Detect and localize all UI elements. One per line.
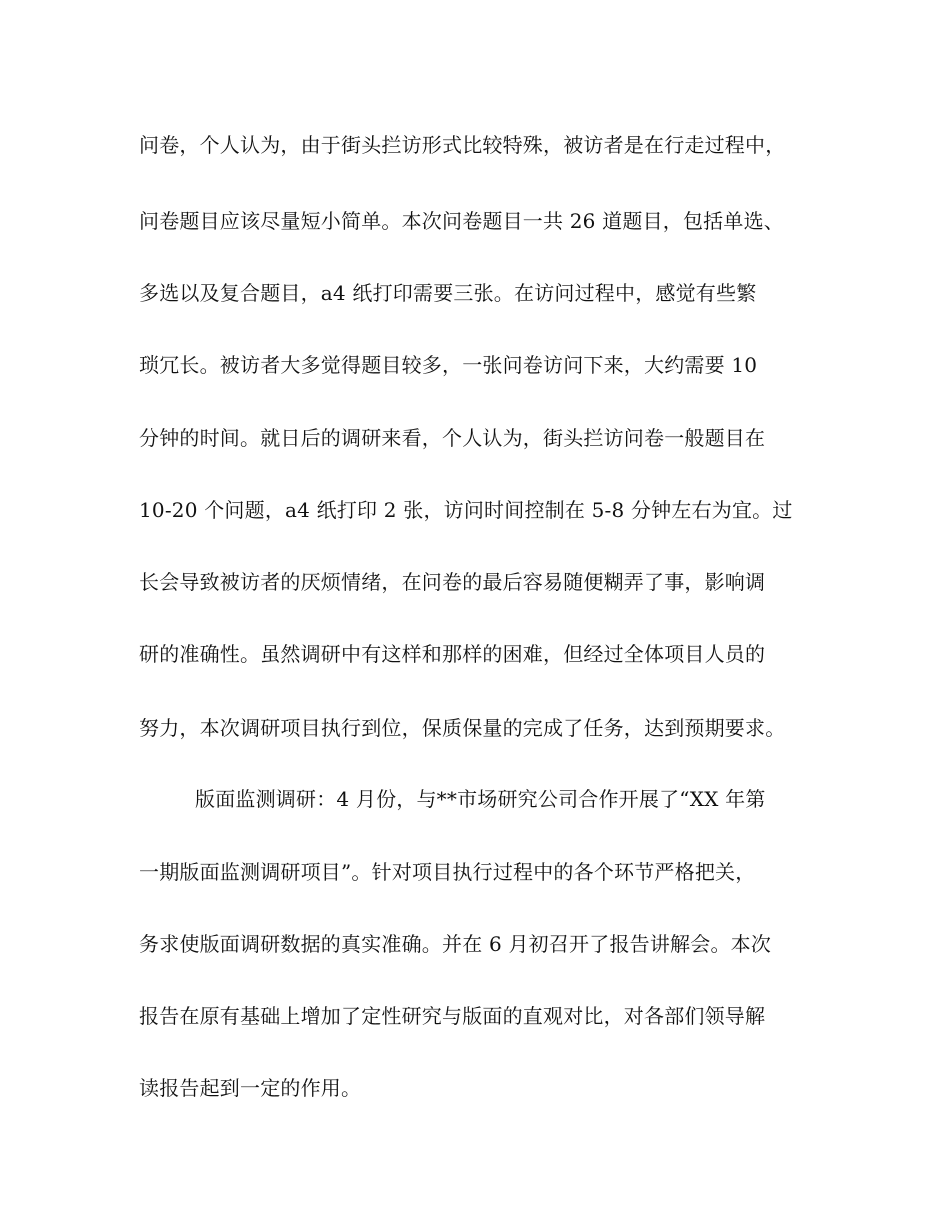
text-line: 报告在原有基础上增加了定性研究与版面的直观对比，对各部们领导解	[139, 1004, 766, 1028]
paragraph-first-line: 版面监测调研：4 月份，与**市场研究公司合作开展了“XX 年第	[195, 787, 766, 811]
text-line: 问卷题目应该尽量短小简单。本次问卷题目一共 26 道题目，包括单选、	[139, 209, 784, 233]
text-line: 一期版面监测调研项目”。针对项目执行过程中的各个环节严格把关，	[139, 860, 756, 884]
text-line: 琐冗长。被访者大多觉得题目较多，一张问卷访问下来，大约需要 10	[139, 353, 758, 377]
text-line: 10-20 个问题，a4 纸打印 2 张，访问时间控制在 5-8 分钟左右为宜。过	[139, 498, 793, 522]
text-line: 分钟的时间。就日后的调研来看，个人认为，街头拦访问卷一般题目在	[139, 426, 766, 450]
text-line: 务求使版面调研数据的真实准确。并在 6 月初召开了报告讲解会。本次	[139, 932, 772, 956]
text-line: 多选以及复合题目，a4 纸打印需要三张。在访问过程中，感觉有些繁	[139, 281, 757, 305]
text-line: 读报告起到一定的作用。	[139, 1076, 362, 1100]
text-line: 长会导致被访者的厌烦情绪，在问卷的最后容易随便糊弄了事，影响调	[139, 570, 766, 594]
text-line: 问卷，个人认为，由于街头拦访形式比较特殊，被访者是在行走过程中，	[139, 133, 786, 157]
text-line: 努力，本次调研项目执行到位，保质保量的完成了任务，达到预期要求。	[139, 716, 786, 740]
text-line: 研的准确性。虽然调研中有这样和那样的困难，但经过全体项目人员的	[139, 642, 766, 666]
